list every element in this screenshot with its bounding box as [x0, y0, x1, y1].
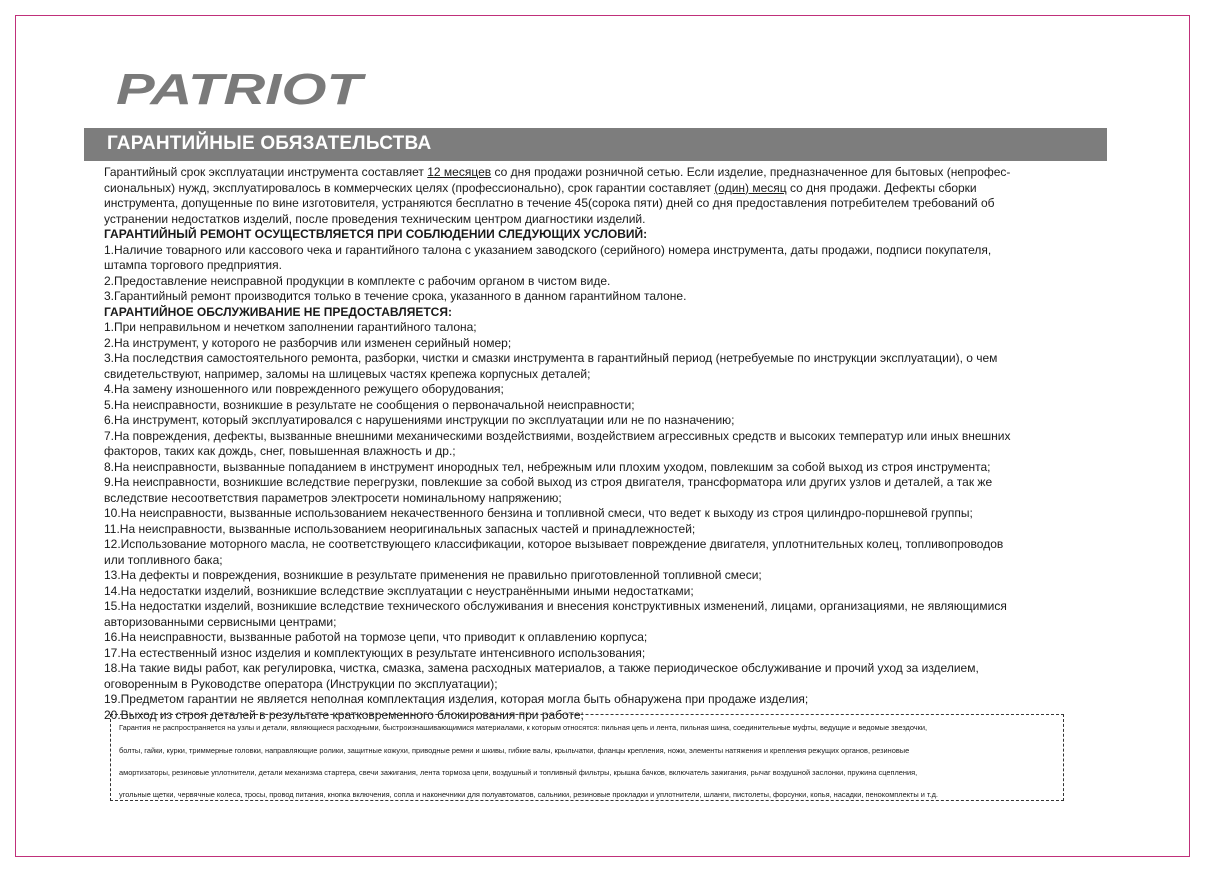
note-line: угольные щетки, червячные колеса, тросы, провод питания, кнопка включения, сопла и наконечники для полуавтоматов, сальники, резиновые прокладки и уплотнители, шланги, пистолеты, форсунки, копья, насадки, пенокомплекты и т.д.	[119, 790, 938, 799]
exclusion-line: 4.На замену изношенного или поврежденного режущего оборудования;	[104, 382, 504, 396]
condition-line: штампа торгового предприятия.	[104, 258, 282, 272]
exclusion-line: 10.На неисправности, вызванные использованием некачественного бензина и топливной смеси, что ведет к выходу из строя цилиндро-поршневой группы;	[104, 506, 973, 520]
exclusion-line: вследствие несоответствия параметров электросети номинальному напряжению;	[104, 490, 562, 505]
exclusion-line: факторов, таких как дождь, снег, повышенная влажность и др.;	[104, 444, 456, 458]
exclusion-line: авторизованными сервисными центрами;	[104, 614, 337, 629]
exclusion-line: 18.На такие виды работ, как регулировка, чистка, смазка, замена расходных материалов, а также периодическое обслуживание и прочий уход за изделием,	[104, 661, 979, 675]
exclusion-line: 1.При неправильном и нечетком заполнении гарантийного талона;	[104, 320, 477, 334]
note-line: амортизаторы, резиновые уплотнители, детали механизма стартера, свечи зажигания, лента тормоза цепи, воздушный и топливный фильтры, крышка бачков, включатель зажигания, рычаг воздушной заслонки, пружина сцепления,	[119, 768, 918, 777]
exclusion-line: 3.На последствия самостоятельного ремонта, разборки, чистки и смазки инструмента в гарантийный период (нетребуемые по инструкции эксплуатации), о чем	[104, 351, 998, 365]
exclusion-line: 12.Использование моторного масла, не соответствующего классификации, которое вызывает повреждение двигателя, уплотнительных колец, топливопроводов	[104, 537, 1004, 551]
conditions-heading: ГАРАНТИЙНЫЙ РЕМОНТ ОСУЩЕСТВЛЯЕТСЯ ПРИ СОБЛЮДЕНИИ СЛЕДУЮЩИХ УСЛОВИЙ:	[104, 227, 648, 241]
consumables-note	[110, 714, 1064, 801]
exclusion-line: 8.На неисправности, вызванные попаданием в инструмент инородных тел, небрежным или плохим уходом, повлекшим за собой выход из строя инструмента;	[104, 459, 991, 474]
exclusion-line: 9.На неисправности, возникшие вследствие перегрузки, повлекшие за собой выход из строя двигателя, трансформатора или других узлов и деталей, а так же	[104, 475, 993, 489]
exclusion-line: 11.На неисправности, вызванные использованием неоригинальных запасных частей и принадлежностей;	[104, 521, 696, 536]
commercial-period: (один) месяц	[714, 180, 787, 195]
exclusion-line: 6.На инструмент, который эксплуатировался с нарушениями инструкции по эксплуатации или не по назначению;	[104, 413, 735, 427]
exclusion-line: 17.На естественный износ изделия и комплектующих в результате интенсивного использования;	[104, 645, 646, 660]
exclusion-line: 14.На недостатки изделий, возникшие вследствие эксплуатации с неустранёнными иными недостатками;	[104, 583, 694, 598]
condition-line: 2.Предоставление неисправной продукции в комплекте с рабочим органом в чистом виде.	[104, 273, 611, 288]
condition-line: 3.Гарантийный ремонт производится только в течение срока, указанного в данном гарантийном талоне.	[104, 289, 687, 303]
patriot-logo	[116, 68, 366, 108]
exclusion-line: свидетельствуют, например, заломы на шлицевых частях крепежа корпусных деталей;	[104, 366, 591, 381]
warranty-text	[104, 165, 1099, 723]
exclusion-line: 16.На неисправности, вызванные работой на тормозе цепи, что приводит к оплавлению корпуса;	[104, 630, 648, 644]
intro-line-2: сиональных) нужд, эксплуатировалось в коммерческих целях (профессионально), срок гарантии составляет (один) месяц со дня продажи. Дефекты сборки	[104, 180, 977, 195]
banner-title: ГАРАНТИЙНЫЕ ОБЯЗАТЕЛЬСТВА	[107, 133, 432, 154]
warranty-period: 12 месяцев	[427, 165, 492, 179]
conditions-list	[104, 243, 1099, 305]
exclusions-heading: ГАРАНТИЙНОЕ ОБСЛУЖИВАНИЕ НЕ ПРЕДОСТАВЛЯЕТСЯ:	[104, 304, 452, 319]
exclusion-line: 13.На дефекты и повреждения, возникшие в результате применения не правильно приготовленной топливной смеси;	[104, 568, 762, 582]
note-line: Гарантия не распространяется на узлы и детали, являющиеся расходными, быстроизнашивающимися материалами, к которым относятся: пильная цепь и лента, пильная шина, соединительные муфты, ведущие и ведомые звездочки,	[119, 723, 928, 732]
exclusions-list	[104, 320, 1099, 723]
condition-line: 1.Наличие товарного или кассового чека и гарантийного талона с указанием заводского (серийного) номера инструмента, даты продажи, подписи покупателя,	[104, 242, 992, 257]
exclusion-line: 15.На недостатки изделий, возникшие вследствие технического обслуживания и внесения конструктивных изменений, лицами, организациями, не являющимися	[104, 599, 1007, 613]
exclusion-line: 2.На инструмент, у которого не разборчив или изменен серийный номер;	[104, 335, 512, 350]
intro-line-4: устранении недостатков изделий, после проведения техническим центром диагностики изделий.	[104, 211, 646, 226]
logo-text: PATRIOT	[116, 68, 366, 108]
intro-line-1: Гарантийный срок эксплуатации инструмента составляет 12 месяцев со дня продажи розничной сетью. Если изделие, предназначенное для бытовых (непрофес-	[104, 165, 1011, 179]
intro-line-3: инструмента, допущенные по вине изготовителя, устраняются бесплатно в течение 45(сорока пяти) дней со дня предоставления потребителем требований об	[104, 196, 995, 210]
exclusion-line: 20.Выход из строя деталей в результате кратковременного блокирования при работе;	[104, 707, 584, 722]
exclusion-line: оговоренным в Руководстве оператора (Инструкции по эксплуатации);	[104, 676, 498, 691]
section-banner	[84, 128, 1107, 161]
note-line: болты, гайки, курки, триммерные головки, направляющие ролики, защитные кожухи, приводные ремни и шкивы, гибкие валы, крыльчатки, фланцы крепления, ножи, элементы натяжения и крепления режущих органов, резиновые	[119, 746, 910, 755]
exclusion-line: или топливного бака;	[104, 552, 223, 567]
exclusion-line: 19.Предметом гарантии не является неполная комплектация изделия, которая могла быть обнаружена при продаже изделия;	[104, 692, 809, 706]
exclusion-line: 7.На повреждения, дефекты, вызванные внешними механическими воздействиями, воздействием агрессивных средств и высоких температур или иных внешних	[104, 428, 1011, 443]
exclusion-line: 5.На неисправности, возникшие в результате не сообщения о первоначальной неисправности;	[104, 397, 635, 412]
